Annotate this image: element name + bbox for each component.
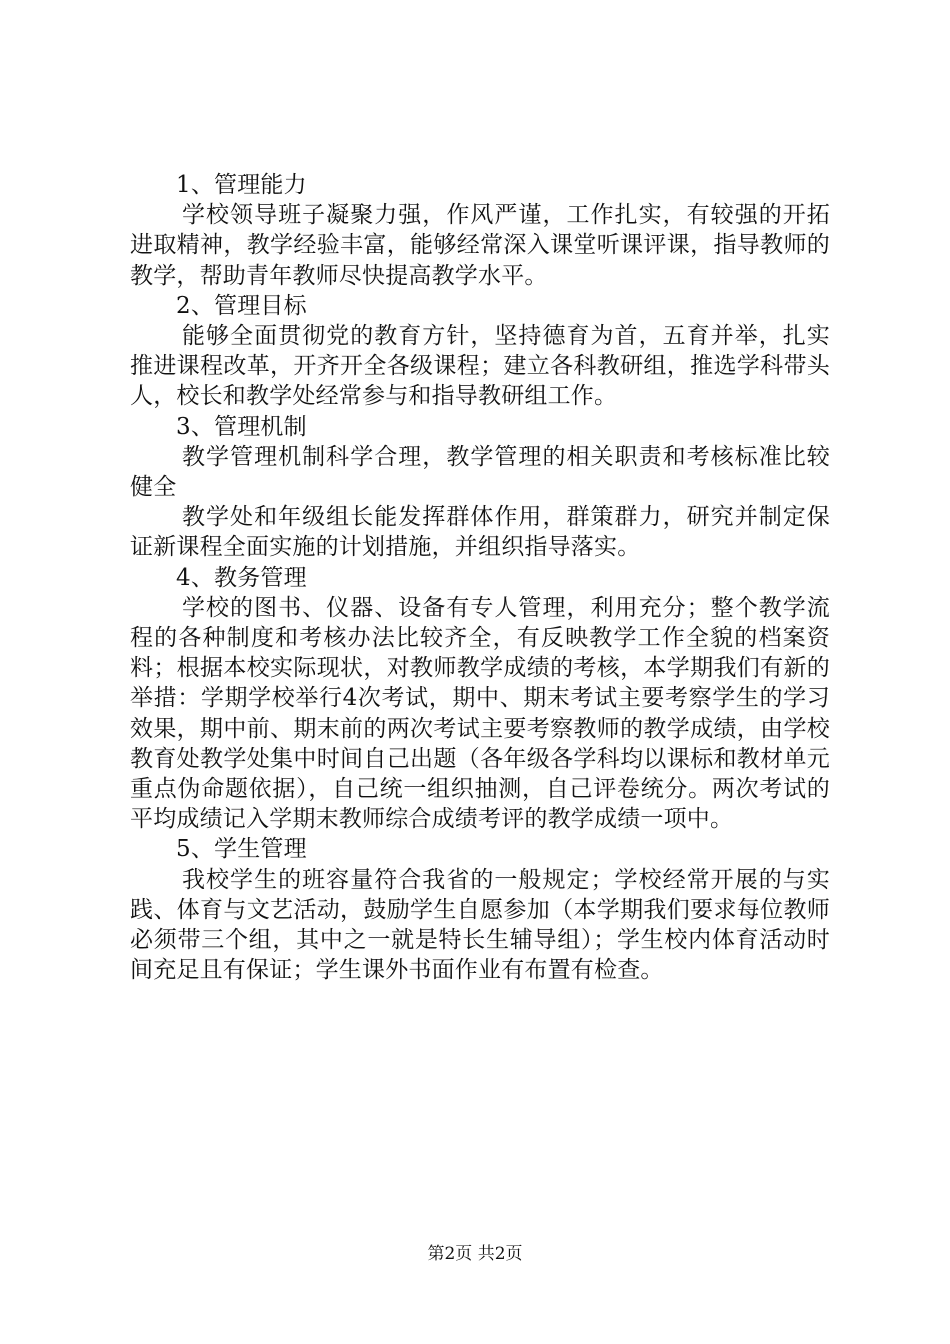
section-heading: 2、管理目标 [176, 292, 307, 319]
section-paragraph: 教学管理机制科学合理，教学管理的相关职责和考核标准比较健全 [130, 443, 830, 501]
page-footer [0, 1243, 950, 1265]
document-body [130, 170, 830, 985]
page-number-label: 第2页 共2页 [427, 1244, 523, 1264]
section-heading: 5、学生管理 [176, 836, 307, 863]
section-paragraph: 学校领导班子凝聚力强，作风严谨，工作扎实，有较强的开拓进取精神，教学经验丰富，能够经常深入课堂听课评课，指导教师的教学，帮助青年教师尽快提高教学水平。 [130, 202, 830, 289]
section-paragraph: 教学处和年级组长能发挥群体作用，群策群力，研究并制定保证新课程全面实施的计划措施，并组织指导落实。 [130, 504, 830, 561]
section-heading: 4、教务管理 [176, 564, 307, 591]
section-paragraph: 学校的图书、仪器、设备有专人管理，利用充分；整个教学流程的各种制度和考核办法比较齐全，有反映教学工作全貌的档案资料；根据本校实际现状，对教师教学成绩的考核，本学期我们有新的举措：学期学校举行4次考试，期中、期末考试主要考察学生的学习效果，期中前、期末前的两次考试主要考察教师的教学成绩，由学校教育处教学处集中时间自己出题（各年级各学科均以课标和教材单元重点伪命题依据），自己统一组织抽测，自己评卷统分。两次考试的平均成绩记入学期末教师综合成绩考评的教学成绩一项中。 [130, 594, 830, 833]
section-paragraph: 能够全面贯彻党的教育方针，坚持德育为首，五育并举，扎实推进课程改革，开齐开全各级课程；建立各科教研组，推选学科带头人，校长和教学处经常参与和指导教研组工作。 [130, 323, 830, 410]
section-paragraph: 我校学生的班容量符合我省的一般规定；学校经常开展的与实践、体育与文艺活动，鼓励学生自愿参加（本学期我们要求每位教师必须带三个组，其中之一就是特长生辅导组）；学生校内体育活动时间充足且有保证；学生课外书面作业有布置有检查。 [130, 866, 830, 984]
section-heading: 3、管理机制 [176, 413, 307, 440]
section-heading: 1、管理能力 [176, 172, 307, 198]
